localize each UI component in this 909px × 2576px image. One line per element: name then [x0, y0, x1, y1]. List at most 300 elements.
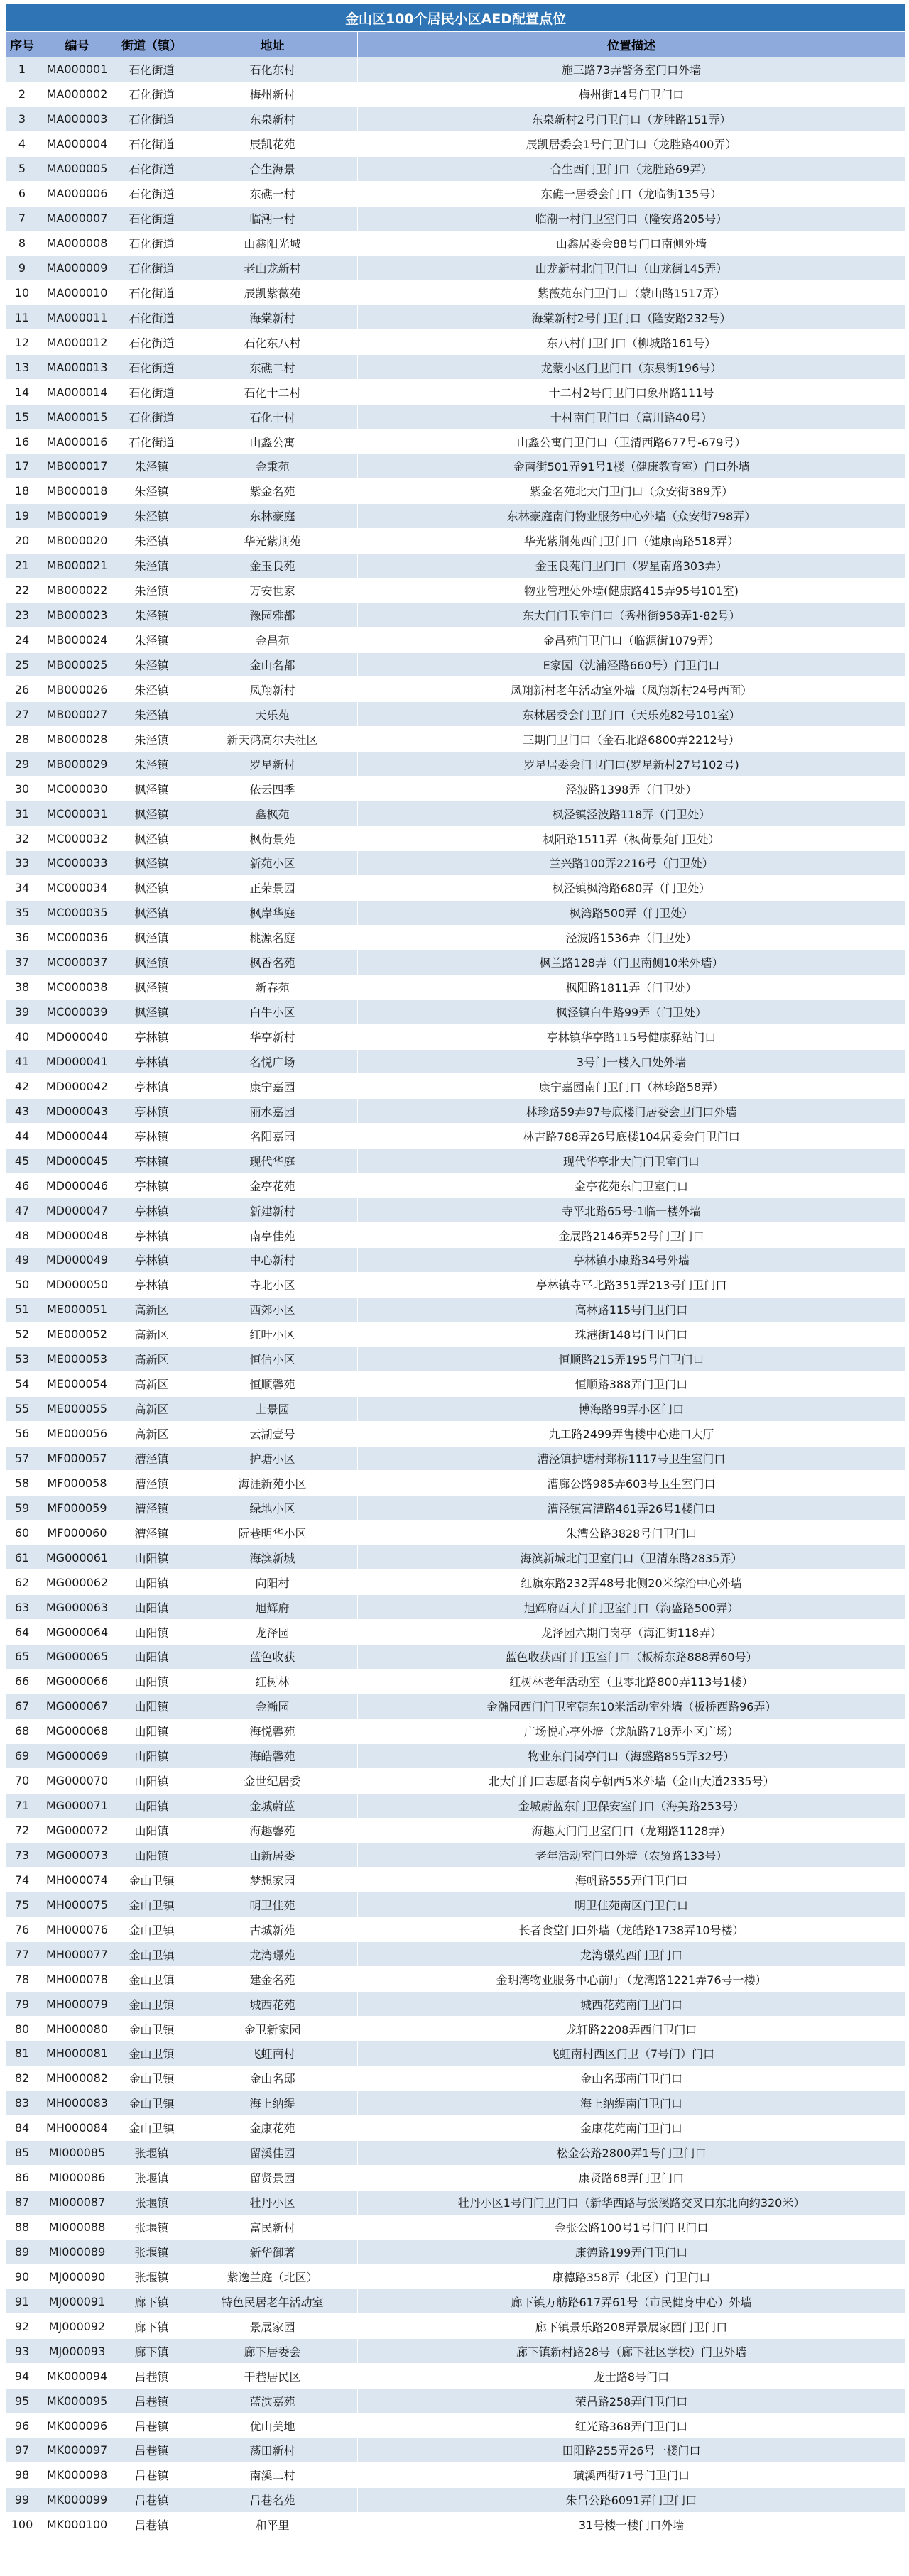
cell-address: 海棠新村: [187, 305, 358, 330]
cell-street: 朱泾镇: [116, 702, 187, 727]
cell-location-description: 龙蒙小区门卫门口（东泉街196号）: [358, 355, 905, 380]
header-location-description: 位置描述: [358, 32, 905, 57]
cell-address: 依云四季: [187, 777, 358, 801]
cell-index: 92: [6, 2314, 38, 2339]
cell-street: 吕巷镇: [116, 2413, 187, 2438]
cell-index: 9: [6, 256, 38, 280]
table-row: [6, 2041, 905, 2066]
table-row: [6, 405, 905, 429]
cell-street: 廊下镇: [116, 2339, 187, 2364]
cell-location-description: 辰凯居委会1号门卫门口（龙胜路400弄）: [358, 131, 905, 156]
cell-address: 海皓馨苑: [187, 1743, 358, 1768]
cell-code: ME000052: [38, 1322, 116, 1347]
cell-index: 60: [6, 1520, 38, 1545]
cell-location-description: 城西花苑南门卫门口: [358, 1992, 905, 2017]
cell-address: 辰凯花苑: [187, 131, 358, 156]
cell-index: 46: [6, 1173, 38, 1198]
cell-code: MB000026: [38, 677, 116, 702]
cell-location-description: 华光紫荆苑西门卫门口（健康南路518弄）: [358, 528, 905, 553]
cell-location-description: 物业管理处外墙(健康路415弄95号101室): [358, 578, 905, 603]
cell-location-description: 漕泾镇富漕路461弄26号1楼门口: [358, 1496, 905, 1520]
cell-address: 东礁二村: [187, 355, 358, 380]
cell-index: 33: [6, 851, 38, 876]
cell-location-description: 博海路99弄小区门口: [358, 1396, 905, 1421]
cell-location-description: 康宁嘉园南门卫门口（林珍路58弄）: [358, 1074, 905, 1099]
cell-index: 20: [6, 528, 38, 553]
table-row: [6, 875, 905, 900]
header-address: 地址: [187, 32, 358, 57]
cell-address: 海滨新城: [187, 1545, 358, 1570]
cell-address: 现代华庭: [187, 1149, 358, 1173]
cell-location-description: 金亭花苑东门卫室门口: [358, 1173, 905, 1198]
cell-index: 75: [6, 1892, 38, 1917]
table-row: [6, 1297, 905, 1322]
cell-code: MG000068: [38, 1719, 116, 1743]
cell-street: 张堰镇: [116, 2264, 187, 2289]
cell-location-description: 漕泾镇护塘村郑桥1117号卫生室门口: [358, 1446, 905, 1471]
cell-street: 石化街道: [116, 231, 187, 256]
cell-location-description: 漕廊公路985弄603号卫生室门口: [358, 1471, 905, 1496]
cell-street: 金山卫镇: [116, 1917, 187, 1942]
cell-index: 73: [6, 1843, 38, 1868]
cell-street: 金山卫镇: [116, 1892, 187, 1917]
cell-index: 70: [6, 1768, 38, 1793]
cell-index: 40: [6, 1024, 38, 1049]
cell-street: 朱泾镇: [116, 553, 187, 578]
cell-location-description: 金玥湾物业服务中心前厅（龙湾路1221弄76号一楼）: [358, 1967, 905, 1992]
cell-street: 亭林镇: [116, 1074, 187, 1099]
cell-code: MK000094: [38, 2364, 116, 2389]
cell-address: 新建新村: [187, 1198, 358, 1223]
cell-street: 金山卫镇: [116, 2090, 187, 2115]
table-row: [6, 106, 905, 131]
cell-index: 89: [6, 2240, 38, 2264]
cell-address: 绿地小区: [187, 1496, 358, 1520]
cell-location-description: 康德路358弄（北区）门卫门口: [358, 2264, 905, 2289]
cell-street: 石化街道: [116, 355, 187, 380]
cell-code: MG000062: [38, 1570, 116, 1595]
table-row: [6, 1248, 905, 1273]
cell-address: 老山龙新村: [187, 256, 358, 280]
cell-code: ME000056: [38, 1421, 116, 1446]
cell-address: 石化东村: [187, 57, 358, 82]
table-row: [6, 1024, 905, 1049]
cell-code: MB000029: [38, 752, 116, 777]
cell-location-description: 蓝色收获西门门卫室门口（板桥东路888弄60号）: [358, 1645, 905, 1670]
cell-code: MK000097: [38, 2438, 116, 2463]
cell-location-description: 高林路115号门卫门口: [358, 1297, 905, 1322]
cell-address: 城西花苑: [187, 1992, 358, 2017]
cell-index: 8: [6, 231, 38, 256]
cell-index: 74: [6, 1868, 38, 1892]
cell-code: MK000099: [38, 2487, 116, 2512]
table-row: [6, 1074, 905, 1099]
table-row: [6, 1967, 905, 1992]
cell-code: MC000032: [38, 826, 116, 851]
cell-index: 1: [6, 57, 38, 82]
cell-address: 名阳嘉园: [187, 1124, 358, 1149]
table-row: [6, 1347, 905, 1371]
cell-index: 81: [6, 2041, 38, 2066]
cell-location-description: 老年活动室门口外墙（农贸路133号）: [358, 1843, 905, 1868]
cell-street: 吕巷镇: [116, 2364, 187, 2389]
cell-street: 张堰镇: [116, 2190, 187, 2215]
cell-code: MA000007: [38, 206, 116, 231]
cell-location-description: 荣昌路258弄门卫门口: [358, 2389, 905, 2413]
cell-street: 山阳镇: [116, 1743, 187, 1768]
cell-address: 新苑小区: [187, 851, 358, 876]
cell-code: MH000077: [38, 1942, 116, 1967]
cell-address: 富民新村: [187, 2215, 358, 2240]
header-index: 序号: [6, 32, 38, 57]
cell-address: 龙泽园: [187, 1620, 358, 1645]
table-row: [6, 2438, 905, 2463]
cell-street: 山阳镇: [116, 1793, 187, 1818]
cell-code: MA000016: [38, 429, 116, 454]
cell-address: 石化十二村: [187, 380, 358, 405]
aed-table-sheet: [6, 4, 905, 2538]
cell-location-description: 旭辉府西大门门卫室门口（海盛路500弄）: [358, 1595, 905, 1620]
cell-street: 枫泾镇: [116, 950, 187, 975]
cell-address: 紫逸兰庭（北区）: [187, 2264, 358, 2289]
table-row: [6, 1595, 905, 1620]
cell-code: MI000085: [38, 2140, 116, 2165]
cell-index: 49: [6, 1248, 38, 1273]
cell-code: MB000019: [38, 503, 116, 528]
cell-location-description: 罗星居委会门卫门口(罗星新村27号102号): [358, 752, 905, 777]
table-row: [6, 1496, 905, 1520]
cell-location-description: E家园（沈浦泾路660号）门卫门口: [358, 652, 905, 677]
cell-index: 5: [6, 156, 38, 181]
cell-street: 金山卫镇: [116, 1942, 187, 1967]
cell-address: 荡田新村: [187, 2438, 358, 2463]
cell-index: 82: [6, 2066, 38, 2090]
cell-street: 亭林镇: [116, 1248, 187, 1273]
cell-street: 朱泾镇: [116, 454, 187, 479]
cell-index: 10: [6, 280, 38, 305]
cell-index: 45: [6, 1149, 38, 1173]
cell-address: 梅州新村: [187, 82, 358, 106]
cell-index: 27: [6, 702, 38, 727]
cell-address: 名悦广场: [187, 1049, 358, 1074]
cell-code: MB000025: [38, 652, 116, 677]
cell-location-description: 飞虹南村西区门卫（7号门）门口: [358, 2041, 905, 2066]
cell-index: 90: [6, 2264, 38, 2289]
cell-location-description: 现代华亭北大门门卫室门口: [358, 1149, 905, 1173]
cell-index: 95: [6, 2389, 38, 2413]
header-row: [6, 32, 905, 57]
cell-address: 白牛小区: [187, 999, 358, 1024]
cell-code: MA000010: [38, 280, 116, 305]
table-row: [6, 256, 905, 280]
table-row: [6, 181, 905, 206]
table-row: [6, 478, 905, 503]
table-row: [6, 231, 905, 256]
cell-address: 旭辉府: [187, 1595, 358, 1620]
cell-index: 79: [6, 1992, 38, 2017]
table-row: [6, 677, 905, 702]
cell-street: 石化街道: [116, 82, 187, 106]
cell-address: 新华御著: [187, 2240, 358, 2264]
table-row: [6, 2165, 905, 2190]
cell-location-description: 明卫佳苑南区门卫门口: [358, 1892, 905, 1917]
cell-index: 52: [6, 1322, 38, 1347]
table-row: [6, 1942, 905, 1967]
cell-street: 高新区: [116, 1347, 187, 1371]
cell-location-description: 枫兰路128弄（门卫南侧10米外墙）: [358, 950, 905, 975]
cell-address: 天乐苑: [187, 702, 358, 727]
cell-location-description: 松金公路2800弄1号门卫门口: [358, 2140, 905, 2165]
cell-address: 华亭新村: [187, 1024, 358, 1049]
cell-street: 石化街道: [116, 206, 187, 231]
cell-index: 61: [6, 1545, 38, 1570]
cell-index: 21: [6, 553, 38, 578]
cell-code: ME000055: [38, 1396, 116, 1421]
cell-code: MA000009: [38, 256, 116, 280]
cell-code: MH000074: [38, 1868, 116, 1892]
cell-location-description: 紫金名苑北大门卫门口（众安街389弄）: [358, 478, 905, 503]
cell-location-description: 枫泾镇泾波路118弄（门卫处）: [358, 801, 905, 826]
cell-location-description: 凤翔新村老年活动室外墙（凤翔新村24号西面）: [358, 677, 905, 702]
cell-address: 新天鸿高尔夫社区: [187, 727, 358, 752]
cell-street: 山阳镇: [116, 1818, 187, 1843]
table-row: [6, 1173, 905, 1198]
cell-code: MH000079: [38, 1992, 116, 2017]
cell-index: 2: [6, 82, 38, 106]
table-row: [6, 801, 905, 826]
cell-location-description: 东林豪庭南门物业服务中心外墙（众安街798弄）: [358, 503, 905, 528]
title-row: [6, 4, 905, 32]
table-row: [6, 2140, 905, 2165]
table-row: [6, 727, 905, 752]
cell-code: MC000034: [38, 875, 116, 900]
table-row: [6, 1471, 905, 1496]
cell-street: 朱泾镇: [116, 478, 187, 503]
cell-location-description: 海趣大门门卫室门口（龙翔路1128弄）: [358, 1818, 905, 1843]
cell-location-description: 龙士路8号门口: [358, 2364, 905, 2389]
cell-address: 古城新苑: [187, 1917, 358, 1942]
cell-street: 吕巷镇: [116, 2512, 187, 2537]
cell-street: 张堰镇: [116, 2165, 187, 2190]
cell-location-description: 康德路199弄门卫门口: [358, 2240, 905, 2264]
cell-street: 吕巷镇: [116, 2462, 187, 2487]
cell-street: 朱泾镇: [116, 627, 187, 652]
cell-street: 石化街道: [116, 429, 187, 454]
cell-street: 漕泾镇: [116, 1446, 187, 1471]
cell-address: 云湖壹号: [187, 1421, 358, 1446]
cell-address: 牡丹小区: [187, 2190, 358, 2215]
cell-address: 山鑫公寓: [187, 429, 358, 454]
cell-code: MI000089: [38, 2240, 116, 2264]
cell-street: 朱泾镇: [116, 652, 187, 677]
cell-address: 金山名都: [187, 652, 358, 677]
table-row: [6, 1917, 905, 1942]
table-row: [6, 1570, 905, 1595]
table-row: [6, 1992, 905, 2017]
cell-address: 罗星新村: [187, 752, 358, 777]
cell-index: 51: [6, 1297, 38, 1322]
cell-street: 金山卫镇: [116, 2066, 187, 2090]
cell-code: MA000008: [38, 231, 116, 256]
table-row: [6, 1843, 905, 1868]
cell-location-description: 红光路368弄门卫门口: [358, 2413, 905, 2438]
cell-code: MG000065: [38, 1645, 116, 1670]
cell-address: 临潮一村: [187, 206, 358, 231]
cell-location-description: 紫薇苑东门卫门口（蒙山路1517弄）: [358, 280, 905, 305]
cell-index: 17: [6, 454, 38, 479]
cell-index: 58: [6, 1471, 38, 1496]
cell-code: MD000050: [38, 1272, 116, 1297]
cell-code: MA000004: [38, 131, 116, 156]
cell-index: 19: [6, 503, 38, 528]
cell-code: MG000063: [38, 1595, 116, 1620]
cell-address: 康宁嘉园: [187, 1074, 358, 1099]
table-row: [6, 2115, 905, 2140]
cell-index: 44: [6, 1124, 38, 1149]
cell-address: 万安世家: [187, 578, 358, 603]
cell-code: MH000084: [38, 2115, 116, 2140]
cell-code: MK000095: [38, 2389, 116, 2413]
cell-index: 41: [6, 1049, 38, 1074]
cell-index: 43: [6, 1099, 38, 1124]
cell-code: MI000086: [38, 2165, 116, 2190]
cell-index: 18: [6, 478, 38, 503]
cell-code: MD000041: [38, 1049, 116, 1074]
table-row: [6, 1198, 905, 1223]
cell-code: MD000045: [38, 1149, 116, 1173]
cell-street: 漕泾镇: [116, 1520, 187, 1545]
cell-location-description: 红旗东路232弄48号北侧20米综治中心外墙: [358, 1570, 905, 1595]
cell-address: 枫香名苑: [187, 950, 358, 975]
cell-location-description: 东林居委会门卫门口（天乐苑82号101室）: [358, 702, 905, 727]
cell-street: 高新区: [116, 1421, 187, 1446]
cell-code: MA000001: [38, 57, 116, 82]
cell-location-description: 牡丹小区1号门门卫门口（新华西路与张溪路交叉口东北向约320米）: [358, 2190, 905, 2215]
cell-code: MF000058: [38, 1471, 116, 1496]
cell-street: 廊下镇: [116, 2289, 187, 2314]
cell-code: MD000040: [38, 1024, 116, 1049]
cell-street: 金山卫镇: [116, 1992, 187, 2017]
cell-location-description: 东礁一居委会门口（龙临街135号）: [358, 181, 905, 206]
cell-location-description: 红树林老年活动室（卫零北路800弄113号1楼）: [358, 1669, 905, 1694]
cell-index: 54: [6, 1371, 38, 1396]
cell-street: 石化街道: [116, 280, 187, 305]
cell-code: MH000082: [38, 2066, 116, 2090]
table-row: [6, 1049, 905, 1074]
cell-code: MD000046: [38, 1173, 116, 1198]
cell-street: 石化街道: [116, 181, 187, 206]
cell-index: 23: [6, 603, 38, 627]
cell-address: 南亭佳苑: [187, 1223, 358, 1248]
cell-code: MG000066: [38, 1669, 116, 1694]
cell-index: 63: [6, 1595, 38, 1620]
cell-street: 石化街道: [116, 57, 187, 82]
cell-address: 金亭花苑: [187, 1173, 358, 1198]
cell-street: 石化街道: [116, 330, 187, 355]
cell-index: 38: [6, 975, 38, 999]
cell-code: MJ000093: [38, 2339, 116, 2364]
cell-code: MH000083: [38, 2090, 116, 2115]
table-title: 金山区100个居民小区AED配置点位: [6, 4, 905, 32]
cell-index: 32: [6, 826, 38, 851]
table-row: [6, 2314, 905, 2339]
cell-street: 金山卫镇: [116, 1868, 187, 1892]
table-row: [6, 1743, 905, 1768]
table-row: [6, 82, 905, 106]
cell-street: 枫泾镇: [116, 900, 187, 925]
table-row: [6, 528, 905, 553]
cell-code: MA000015: [38, 405, 116, 429]
cell-location-description: 海棠新村2号门卫门口（隆安路232号）: [358, 305, 905, 330]
cell-index: 53: [6, 1347, 38, 1371]
cell-location-description: 珠港街148号门卫门口: [358, 1322, 905, 1347]
cell-code: MC000039: [38, 999, 116, 1024]
cell-code: MD000042: [38, 1074, 116, 1099]
cell-address: 梦想家园: [187, 1868, 358, 1892]
table-row: [6, 1322, 905, 1347]
cell-street: 金山卫镇: [116, 1967, 187, 1992]
cell-index: 16: [6, 429, 38, 454]
cell-street: 石化街道: [116, 156, 187, 181]
cell-index: 56: [6, 1421, 38, 1446]
table-row: [6, 1669, 905, 1694]
table-row: [6, 2066, 905, 2090]
cell-location-description: 亭林镇华亭路115号健康驿站门口: [358, 1024, 905, 1049]
cell-code: MB000022: [38, 578, 116, 603]
cell-address: 海涯新苑小区: [187, 1471, 358, 1496]
cell-street: 吕巷镇: [116, 2438, 187, 2463]
cell-code: MK000100: [38, 2512, 116, 2537]
cell-location-description: 枫湾路500弄（门卫处）: [358, 900, 905, 925]
cell-address: 山新居委: [187, 1843, 358, 1868]
table-row: [6, 1545, 905, 1570]
cell-code: MC000037: [38, 950, 116, 975]
cell-code: MG000067: [38, 1694, 116, 1719]
table-row: [6, 1149, 905, 1173]
cell-location-description: 东大门门卫室门口（秀州街958弄1-82号）: [358, 603, 905, 627]
cell-street: 山阳镇: [116, 1843, 187, 1868]
cell-index: 96: [6, 2413, 38, 2438]
cell-address: 枫荷景苑: [187, 826, 358, 851]
cell-address: 寺北小区: [187, 1272, 358, 1297]
cell-code: MC000031: [38, 801, 116, 826]
cell-index: 47: [6, 1198, 38, 1223]
table-row: [6, 305, 905, 330]
cell-code: MC000038: [38, 975, 116, 999]
cell-address: 新春苑: [187, 975, 358, 999]
cell-index: 28: [6, 727, 38, 752]
aed-table: [6, 4, 905, 2538]
cell-location-description: 山鑫公寓门卫门口（卫清西路677号-679号）: [358, 429, 905, 454]
cell-location-description: 山鑫居委会88号门口南侧外墙: [358, 231, 905, 256]
cell-location-description: 泾波路1536弄（门卫处）: [358, 925, 905, 950]
table-row: [6, 752, 905, 777]
cell-index: 71: [6, 1793, 38, 1818]
cell-code: MF000060: [38, 1520, 116, 1545]
cell-index: 72: [6, 1818, 38, 1843]
cell-location-description: 金城蔚蓝东门卫保安室门口（海美路253号）: [358, 1793, 905, 1818]
cell-index: 12: [6, 330, 38, 355]
cell-code: MJ000092: [38, 2314, 116, 2339]
cell-address: 景展家园: [187, 2314, 358, 2339]
cell-address: 向阳村: [187, 1570, 358, 1595]
cell-location-description: 廊下镇景乐路208弄景展家园门卫门口: [358, 2314, 905, 2339]
table-body: [6, 57, 905, 2538]
cell-street: 石化街道: [116, 405, 187, 429]
cell-address: 和平里: [187, 2512, 358, 2537]
cell-code: MG000070: [38, 1768, 116, 1793]
table-row: [6, 57, 905, 82]
